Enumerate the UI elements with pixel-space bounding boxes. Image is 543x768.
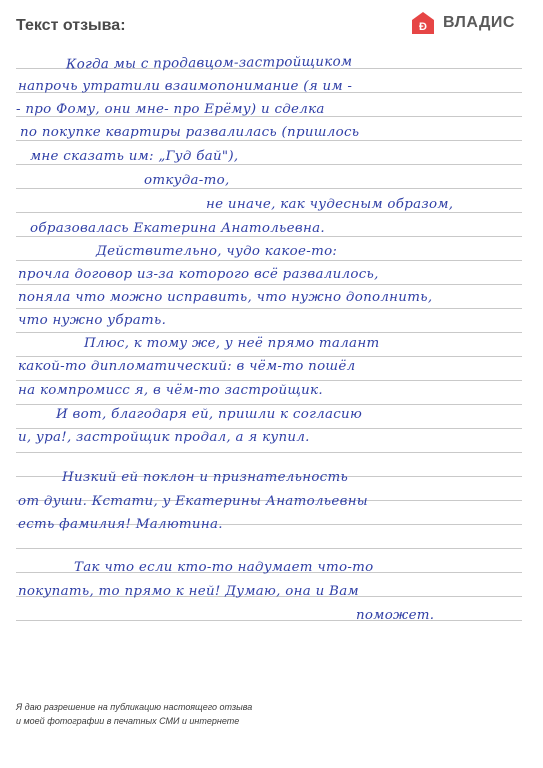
review-line: прочла договор из-за которого всё развалилось,: [18, 267, 379, 282]
review-line: И вот, благодаря ей, пришли к согласию: [56, 407, 363, 422]
review-line: откуда-то,: [144, 173, 230, 188]
review-line: Плюс, к тому же, у неё прямо талант: [84, 336, 380, 351]
publication-consent: [16, 700, 252, 728]
review-line: по покупке квартиры развалилась (пришлось: [20, 125, 360, 140]
review-line: не иначе, как чудесным образом,: [206, 197, 454, 212]
review-line: и, ура!, застройщик продал, а я купил.: [18, 430, 310, 445]
review-line: какой-то дипломатический: в чём-то пошёл: [18, 359, 356, 374]
vladis-logo: [411, 11, 515, 35]
review-line: есть фамилия! Малютина.: [18, 517, 223, 532]
review-line: образовалась Екатерина Анатольевна.: [30, 221, 325, 236]
review-line: на компромисс я, в чём-то застройщик.: [18, 383, 323, 398]
house-badge-glyph: Ð: [419, 21, 427, 33]
review-line: Так что если кто-то надумает что-то: [74, 560, 374, 575]
page-title: Текст отзыва:: [16, 17, 126, 34]
review-line: напрочь утратили взаимопонимание (я им -: [18, 79, 353, 94]
review-line: поняла что можно исправить, что нужно дополнить,: [18, 290, 433, 305]
review-line: поможет.: [356, 608, 435, 623]
review-line: Когда мы с продавцом-застройщиком: [65, 54, 353, 73]
consent-line: Я даю разрешение на публикацию настоящего отзыва: [16, 702, 253, 712]
logo-text: ВЛАДИС: [443, 14, 515, 31]
review-line: от души. Кстати, у Екатерины Анатольевны: [18, 494, 369, 509]
review-line: что нужно убрать.: [18, 313, 167, 328]
consent-line: и моей фотографии в печатных СМИ и интернете: [16, 716, 240, 726]
review-line: Действительно, чудо какое-то:: [96, 244, 338, 259]
review-line: Низкий ей поклон и признательность: [62, 470, 349, 485]
review-line: - про Фому, они мне- про Ерёму) и сделка: [16, 102, 325, 117]
review-line: мне сказать им: „Гуд бай"),: [30, 149, 239, 164]
house-badge-icon: [411, 11, 435, 35]
review-line: покупать, то прямо к ней! Думаю, она и Вам: [18, 584, 359, 599]
handwritten-review: [16, 46, 522, 642]
